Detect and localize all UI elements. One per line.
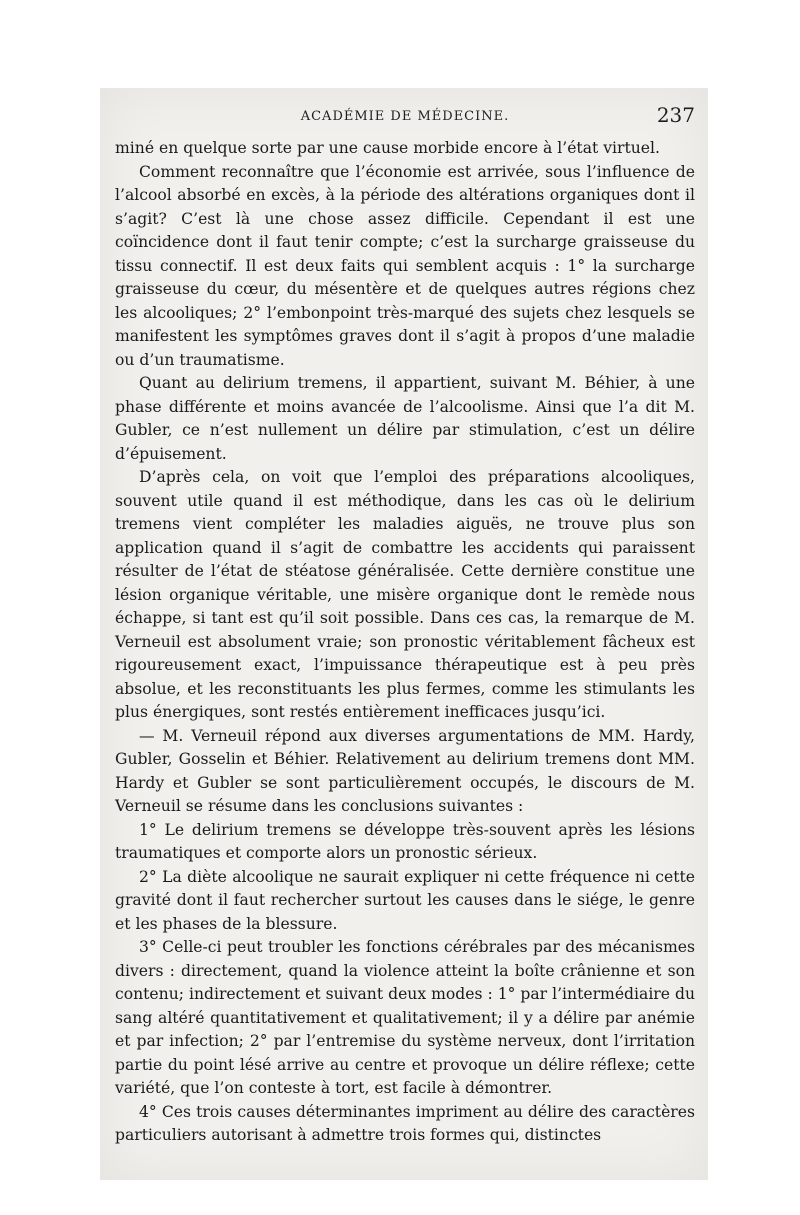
paragraph: D’après cela, on voit que l’emploi des préparations alcooliques, souvent utile quand il est méthodique, dans les cas où le delirium tremens vient compléter les maladies aiguës, ne trouve plus son application quand il s’agit de combattre les accidents qui paraissent résulter de l’état de stéatose généralisée. Cette dernière constitue une lésion organique véritable, une misère organique dont le remède nous échappe, si tant est qu’il soit possible. Dans ces cas, la remarque de M. Verneuil est absolument vraie; son pronostic véritablement fâcheux est rigoureusement exact, l’impuissance thérapeutique est à peu près absolue, et les reconstituants les plus fermes, comme les stimulants les plus énergiques, sont restés entièrement inefficaces jusqu’ici. (115, 468, 695, 721)
page-number: 237 (656, 103, 695, 127)
paragraph: miné en quelque sorte par une cause morbide encore à l’état virtuel. (115, 139, 660, 157)
page-header (115, 103, 695, 129)
paragraph: Comment reconnaître que l’économie est arrivée, sous l’influence de l’alcool absorbé en excès, à la période des altérations organiques dont il s’agit? C’est là une chose assez difficile. Cependant il est une coïncidence dont il faut tenir compte; c’est la surcharge graisseuse du tissu connectif. Il est deux faits qui semblent acquis : 1° la surcharge graisseuse du cœur, du mésentère et de quelques autres régions chez les alcooliques; 2° l’embonpoint très-marqué des sujets chez lesquels se manifestent les symptômes graves dont il s’agit à propos d’une maladie ou d’un traumatisme. (115, 162, 695, 369)
body-text (115, 137, 695, 1148)
paragraph: 2° La diète alcoolique ne saurait expliquer ni cette fréquence ni cette gravité dont il faut rechercher surtout les causes dans le siége, le genre et les phases de la blessure. (115, 867, 695, 933)
paragraph: Quant au delirium tremens, il appartient, suivant M. Béhier, à une phase différente et moins avancée de l’alcoolisme. Ainsi que l’a dit M. Gubler, ce n’est nullement un délire par stimulation, c’est un délire d’épuisement. (115, 374, 695, 463)
paragraph: 3° Celle-ci peut troubler les fonctions cérébrales par des mécanismes divers : directement, quand la violence atteint la boîte crânienne et son contenu; indirectement et suivant deux modes : 1° par l’intermédiaire du sang altéré quantitativement et qualitativement; il y a délire par anémie et par infection; 2° par l’entremise du système nerveux, dont l’irritation partie du point lésé arrive au centre et provoque un délire réflexe; cette variété, que l’on conteste à tort, est facile à démontrer. (115, 938, 695, 1097)
paragraph: 1° Le delirium tremens se développe très-souvent après les lésions traumatiques et comporte alors un pronostic sérieux. (115, 820, 695, 862)
running-title: ACADÉMIE DE MÉDECINE. (300, 109, 510, 124)
paragraph: 4° Ces trois causes déterminantes impriment au délire des caractères particuliers autorisant à admettre trois formes qui, distinctes (115, 1102, 695, 1144)
paragraph: — M. Verneuil répond aux diverses argumentations de MM. Hardy, Gubler, Gosselin et Béhier. Relativement au delirium tremens dont MM. Hardy et Gubler se sont particulièrement occupés, le discours de M. Verneuil se résume dans les conclusions suivantes : (115, 726, 695, 815)
